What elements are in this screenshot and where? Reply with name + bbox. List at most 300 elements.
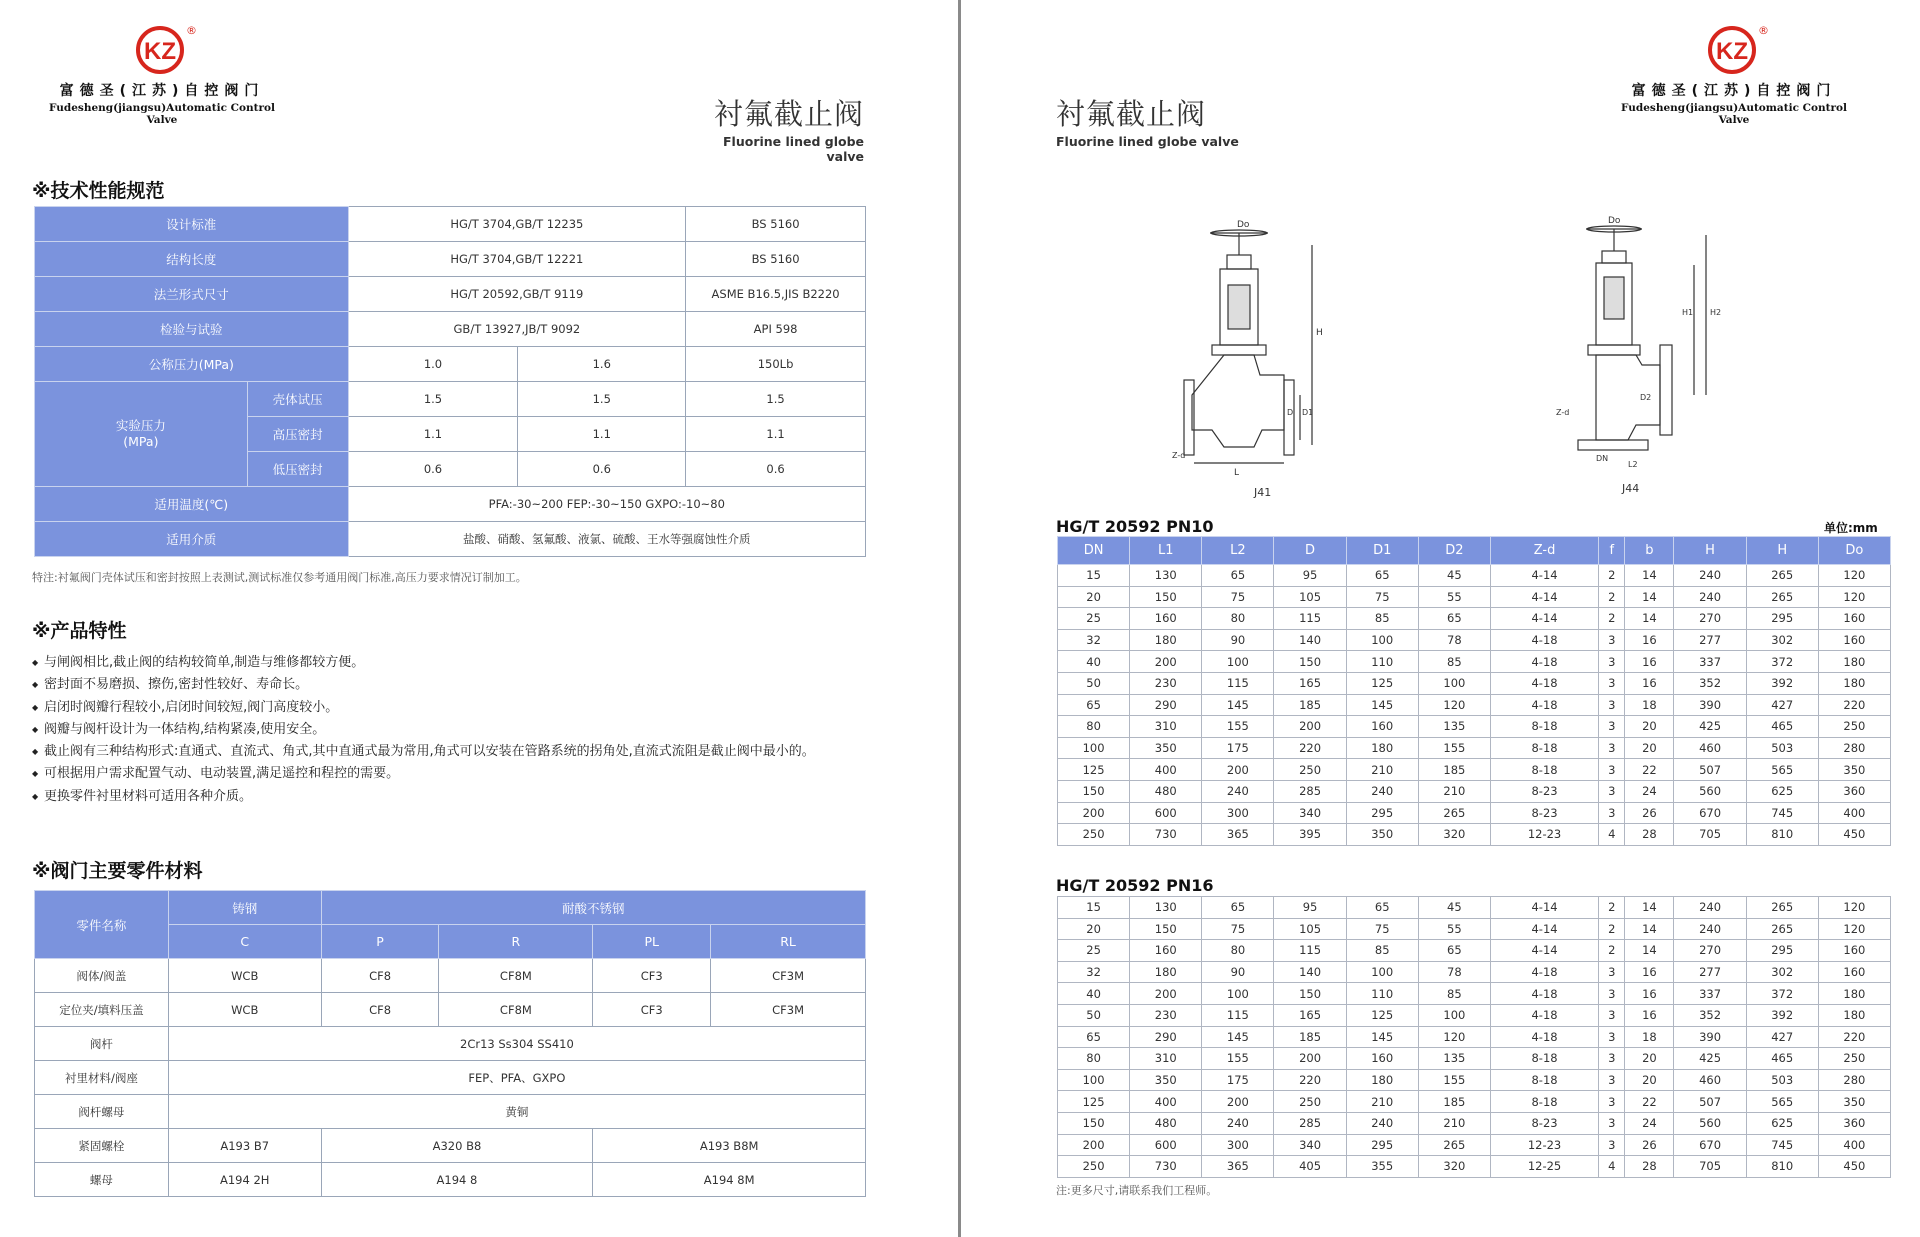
table-cell: 295 [1746,608,1818,630]
table-cell: 200 [1202,1091,1274,1113]
cell: A193 B7 [168,1129,321,1163]
table-cell: 507 [1674,759,1746,781]
table-row [35,993,866,1027]
table-cell: 20 [1625,1048,1674,1070]
table-cell: 80 [1058,716,1130,738]
cell: CF3 [593,993,711,1027]
table-cell: 90 [1202,629,1274,651]
table-header-row [35,891,866,925]
table-cell: 810 [1746,1156,1818,1178]
table-cell: 180 [1818,1004,1890,1026]
spec-row-media [35,522,866,557]
spec-label: 结构长度 [35,242,349,277]
table-row [1058,1112,1891,1134]
table-cell: 3 [1599,672,1625,694]
table-cell: 95 [1274,565,1346,587]
table-cell: 810 [1746,824,1818,846]
table-cell: 427 [1746,1026,1818,1048]
spec-row [35,312,866,347]
table-cell: 3 [1599,780,1625,802]
table-row [1058,1156,1891,1178]
table-cell: 277 [1674,961,1746,983]
table-cell: 125 [1058,1091,1130,1113]
table-cell: 265 [1746,565,1818,587]
table-cell: 50 [1058,1004,1130,1026]
table-cell: 220 [1274,737,1346,759]
table-cell: 4-18 [1490,694,1598,716]
column-header: D2 [1418,537,1490,565]
spec-value: API 598 [686,312,866,347]
table-cell: 3 [1599,651,1625,673]
table-cell: 100 [1346,961,1418,983]
table-cell: 210 [1346,1091,1418,1113]
table-cell: 240 [1674,586,1746,608]
brand-logo [32,22,292,126]
table-cell: 265 [1746,918,1818,940]
table-cell: 480 [1130,1112,1202,1134]
cell: A194 8M [593,1163,866,1197]
table-cell: 503 [1746,1069,1818,1091]
table-cell: 4-14 [1490,940,1598,962]
spec-value: HG/T 3704,GB/T 12221 [348,242,686,277]
company-name-en: Fudesheng(jiangsu)Automatic Control Valve [49,102,275,126]
table-cell: 32 [1058,629,1130,651]
table-cell: 400 [1818,802,1890,824]
valve-drawing-j44 [1556,215,1736,485]
table-cell: 285 [1274,780,1346,802]
spec-note: 特注:衬氟阀门壳体试压和密封按照上表测试,测试标准仅参考通用阀门标准,高压力要求情况订制加工。 [32,571,527,584]
table-cell: 3 [1599,802,1625,824]
table-cell: 130 [1130,565,1202,587]
table-cell: 110 [1346,651,1418,673]
spec-label: 适用温度(℃) [35,487,349,522]
table-cell: 565 [1746,759,1818,781]
table-cell: 15 [1058,565,1130,587]
table-cell: 55 [1418,586,1490,608]
table-cell: 400 [1130,1091,1202,1113]
table-cell: 25 [1058,608,1130,630]
table-cell: 160 [1818,940,1890,962]
table-cell: 290 [1130,694,1202,716]
table-row [1058,651,1891,673]
table-cell: 200 [1274,1048,1346,1070]
table-cell: 360 [1818,780,1890,802]
table-cell: 185 [1418,1091,1490,1113]
table-cell: 20 [1058,586,1130,608]
sub-header: C [168,925,321,959]
part-name: 阀杆螺母 [35,1095,169,1129]
table-cell: 285 [1274,1112,1346,1134]
angle-globe-valve-icon [1556,215,1736,485]
table-cell: 4-18 [1490,672,1598,694]
cell: WCB [168,993,321,1027]
spec-value: 0.6 [348,452,518,487]
svg-text:KZ: KZ [1716,38,1748,65]
table-row [1058,1026,1891,1048]
valve-drawing-j41 [1172,215,1352,495]
table-row [1058,629,1891,651]
spec-value: 1.0 [348,347,518,382]
table-cell: 265 [1418,802,1490,824]
table-cell: 8-23 [1490,780,1598,802]
left-page [0,0,958,1237]
table-cell: 32 [1058,961,1130,983]
table-cell: 180 [1818,672,1890,694]
table-cell: 4-18 [1490,1004,1598,1026]
dim-label-zd: Z-d [1556,408,1570,417]
table-cell: 145 [1346,1026,1418,1048]
table-cell: 120 [1418,694,1490,716]
column-header: b [1625,537,1674,565]
table-cell: 12-25 [1490,1156,1598,1178]
spec-row [35,207,866,242]
table-cell: 100 [1418,1004,1490,1026]
table-cell: 4 [1599,1156,1625,1178]
spec-label: 实验压力 (MPa) [35,382,248,487]
table-cell: 427 [1746,694,1818,716]
table-cell: 185 [1274,694,1346,716]
table-cell: 465 [1746,716,1818,738]
table-cell: 372 [1746,983,1818,1005]
table-cell: 250 [1058,824,1130,846]
table-cell: 270 [1674,608,1746,630]
spec-sublabel: 高压密封 [247,417,348,452]
table-cell: 3 [1599,1048,1625,1070]
table-cell: 180 [1818,651,1890,673]
table-cell: 85 [1418,983,1490,1005]
table-cell: 4-14 [1490,565,1598,587]
table-cell: 20 [1625,1069,1674,1091]
table-cell: 240 [1674,565,1746,587]
table-cell: 180 [1130,629,1202,651]
table-cell: 250 [1058,1156,1130,1178]
spec-label: 法兰形式尺寸 [35,277,349,312]
spec-value: 1.1 [518,417,686,452]
table-cell: 14 [1625,608,1674,630]
table-cell: 450 [1818,824,1890,846]
table-cell: 150 [1130,918,1202,940]
table-cell: 45 [1418,897,1490,919]
table-cell: 600 [1130,802,1202,824]
spec-value: 1.6 [518,347,686,382]
table-cell: 350 [1818,759,1890,781]
svg-text:®: ® [1758,24,1769,37]
table-cell: 16 [1625,983,1674,1005]
table-cell: 14 [1625,940,1674,962]
table-cell: 78 [1418,629,1490,651]
table-cell: 8-23 [1490,1112,1598,1134]
table-cell: 3 [1599,983,1625,1005]
table-cell: 240 [1346,780,1418,802]
table-cell: 337 [1674,651,1746,673]
table-cell: 12-23 [1490,824,1598,846]
table-row [1058,1048,1891,1070]
table-cell: 80 [1202,940,1274,962]
table-cell: 350 [1346,824,1418,846]
table-cell: 165 [1274,1004,1346,1026]
table-cell: 15 [1058,897,1130,919]
page-divider [958,0,961,1237]
table-cell: 230 [1130,672,1202,694]
company-name-en: Fudesheng(jiangsu)Automatic Control Valve [1621,102,1847,126]
table-cell: 352 [1674,672,1746,694]
table-cell: 730 [1130,1156,1202,1178]
table-cell: 155 [1418,737,1490,759]
table-cell: 302 [1746,629,1818,651]
table-row [35,1061,866,1095]
table-row [1058,1004,1891,1026]
table-row [1058,940,1891,962]
spec-value: 1.5 [686,382,866,417]
table-cell: 20 [1625,716,1674,738]
cell: A193 B8M [593,1129,866,1163]
table-cell: 250 [1274,759,1346,781]
table-cell: 480 [1130,780,1202,802]
table-cell: 625 [1746,780,1818,802]
table-cell: 3 [1599,1069,1625,1091]
table-cell: 340 [1274,802,1346,824]
table-cell: 730 [1130,824,1202,846]
spec-value: GB/T 13927,JB/T 9092 [348,312,686,347]
table-cell: 160 [1346,1048,1418,1070]
table-cell: 210 [1346,759,1418,781]
table-cell: 14 [1625,918,1674,940]
table-cell: 180 [1130,961,1202,983]
table-cell: 185 [1418,759,1490,781]
column-header: H [1746,537,1818,565]
list-item: ◆ 阀瓣与阀杆设计为一体结构,结构紧凑,使用安全。 [32,719,868,741]
dims-table-pn10 [1057,536,1891,846]
table-cell: 8-18 [1490,759,1598,781]
table-cell: 8-18 [1490,1091,1598,1113]
table-cell: 28 [1625,1156,1674,1178]
table-row [1058,608,1891,630]
table-row [1058,918,1891,940]
spec-value: BS 5160 [686,242,866,277]
spec-label: 公称压力(MPa) [35,347,349,382]
table-cell: 185 [1274,1026,1346,1048]
table-cell: 300 [1202,1134,1274,1156]
table-cell: 100 [1058,737,1130,759]
table-cell: 150 [1274,983,1346,1005]
table-cell: 3 [1599,1134,1625,1156]
table-cell: 200 [1130,983,1202,1005]
table-cell: 75 [1202,586,1274,608]
unit-label: 单位:mm [1824,521,1878,535]
cell: CF8M [439,959,593,993]
table-cell: 503 [1746,737,1818,759]
features-section-title: ※产品特性 [32,620,127,642]
col-cast-header: 铸钢 [168,891,321,925]
table-row [1058,1134,1891,1156]
table-cell: 25 [1058,940,1130,962]
table-cell: 425 [1674,1048,1746,1070]
table-cell: 320 [1418,1156,1490,1178]
sub-header: R [439,925,593,959]
table-cell: 3 [1599,961,1625,983]
table-cell: 705 [1674,824,1746,846]
table-cell: 200 [1058,802,1130,824]
table-cell: 18 [1625,1026,1674,1048]
table-cell: 160 [1818,608,1890,630]
table-cell: 392 [1746,672,1818,694]
table-cell: 40 [1058,983,1130,1005]
table-cell: 392 [1746,1004,1818,1026]
table-cell: 26 [1625,802,1674,824]
right-page [962,0,1920,1237]
table-cell: 175 [1202,1069,1274,1091]
cell: A320 B8 [321,1129,593,1163]
table-cell: 450 [1818,1156,1890,1178]
part-name: 螺母 [35,1163,169,1197]
table-row [1058,759,1891,781]
table-cell: 350 [1818,1091,1890,1113]
table-cell: 745 [1746,1134,1818,1156]
table-cell: 200 [1058,1134,1130,1156]
svg-text:®: ® [186,24,197,37]
table-cell: 2 [1599,608,1625,630]
dim-label-do: Do [1237,220,1250,230]
table-cell: 390 [1674,694,1746,716]
table-cell: 8-18 [1490,1069,1598,1091]
list-item: ◆ 可根据用户需求配置气动、电动装置,满足遥控和程控的需要。 [32,763,868,785]
table-cell: 16 [1625,961,1674,983]
table-cell: 250 [1818,1048,1890,1070]
table-cell: 12-23 [1490,1134,1598,1156]
table-cell: 8-23 [1490,802,1598,824]
table-cell: 105 [1274,918,1346,940]
brand-logo-right [1604,22,1864,126]
table-cell: 290 [1130,1026,1202,1048]
col-part-header: 零件名称 [35,891,169,959]
column-header: D [1274,537,1346,565]
table-cell: 90 [1202,961,1274,983]
table-cell: 210 [1418,780,1490,802]
table-cell: 3 [1599,1026,1625,1048]
cell: A194 2H [168,1163,321,1197]
table-cell: 200 [1202,759,1274,781]
list-item: ◆ 截止阀有三种结构形式:直通式、直流式、角式,其中直通式最为常用,角式可以安装在管路系统的拐角处,直流式流阻是截止阀中最小的。 [32,741,868,763]
table-cell: 80 [1058,1048,1130,1070]
cell: WCB [168,959,321,993]
part-name: 阀杆 [35,1027,169,1061]
svg-text:KZ: KZ [144,38,176,65]
table-cell: 8-18 [1490,737,1598,759]
straight-globe-valve-icon [1172,215,1352,495]
table-row [1058,961,1891,983]
spec-label: 检验与试验 [35,312,349,347]
table-cell: 240 [1202,780,1274,802]
table-cell: 400 [1818,1134,1890,1156]
table-cell: 165 [1274,672,1346,694]
table-cell: 180 [1346,1069,1418,1091]
table-cell: 85 [1418,651,1490,673]
table-row [1058,780,1891,802]
table-cell: 175 [1202,737,1274,759]
table-cell: 8-18 [1490,716,1598,738]
dim-label-l: L [1234,468,1240,478]
table-cell: 65 [1058,694,1130,716]
table-cell: 100 [1202,651,1274,673]
dim-label-d2: D2 [1640,393,1652,402]
table-cell: 352 [1674,1004,1746,1026]
table-cell: 160 [1818,961,1890,983]
table-cell: 270 [1674,940,1746,962]
table-cell: 300 [1202,802,1274,824]
kz-logo-icon [1702,22,1769,74]
pn10-title: HG/T 20592 PN10 [1056,517,1214,536]
table-cell: 705 [1674,1156,1746,1178]
dim-label-do: Do [1608,216,1621,226]
column-header: L2 [1202,537,1274,565]
table-cell: 150 [1058,1112,1130,1134]
table-cell: 2 [1599,897,1625,919]
product-title-cn: 衬氟截止阀 [1056,97,1207,131]
table-cell: 155 [1202,716,1274,738]
table-cell: 560 [1674,1112,1746,1134]
table-cell: 155 [1202,1048,1274,1070]
cell: 2Cr13 Ss304 SS410 [168,1027,865,1061]
table-cell: 220 [1274,1069,1346,1091]
column-header: L1 [1130,537,1202,565]
table-cell: 125 [1346,672,1418,694]
table-row [35,1163,866,1197]
cell: CF8 [321,993,439,1027]
cell: FEP、PFA、GXPO [168,1061,865,1095]
table-cell: 100 [1058,1069,1130,1091]
table-cell: 26 [1625,1134,1674,1156]
table-cell: 22 [1625,759,1674,781]
spec-value: 盐酸、硝酸、氢氟酸、液氯、硫酸、王水等强腐蚀性介质 [348,522,865,557]
table-cell: 160 [1346,716,1418,738]
table-cell: 145 [1346,694,1418,716]
column-header: H [1674,537,1746,565]
table-row [35,1027,866,1061]
table-cell: 350 [1130,737,1202,759]
spec-value: 1.1 [348,417,518,452]
table-cell: 670 [1674,1134,1746,1156]
table-cell: 16 [1625,672,1674,694]
table-cell: 295 [1346,802,1418,824]
table-cell: 14 [1625,565,1674,587]
spec-value: 0.6 [518,452,686,487]
table-cell: 100 [1418,672,1490,694]
table-cell: 460 [1674,1069,1746,1091]
spec-value: 1.5 [518,382,686,417]
table-cell: 16 [1625,629,1674,651]
spec-value: 150Lb [686,347,866,382]
table-cell: 280 [1818,737,1890,759]
table-cell: 4-14 [1490,918,1598,940]
table-cell: 145 [1202,1026,1274,1048]
spec-sublabel: 低压密封 [247,452,348,487]
table-cell: 265 [1418,1134,1490,1156]
table-cell: 135 [1418,1048,1490,1070]
spec-value: BS 5160 [686,207,866,242]
table-cell: 4-18 [1490,983,1598,1005]
table-row [1058,824,1891,846]
features-list [32,652,868,808]
table-cell: 4 [1599,824,1625,846]
table-row [35,959,866,993]
drawing-label-j41: J41 [1254,486,1272,499]
pn16-title: HG/T 20592 PN16 [1056,876,1214,895]
table-cell: 180 [1818,983,1890,1005]
table-cell: 4-14 [1490,608,1598,630]
table-cell: 105 [1274,586,1346,608]
list-item: ◆ 密封面不易磨损、擦伤,密封性较好、寿命长。 [32,674,868,696]
table-cell: 310 [1130,1048,1202,1070]
